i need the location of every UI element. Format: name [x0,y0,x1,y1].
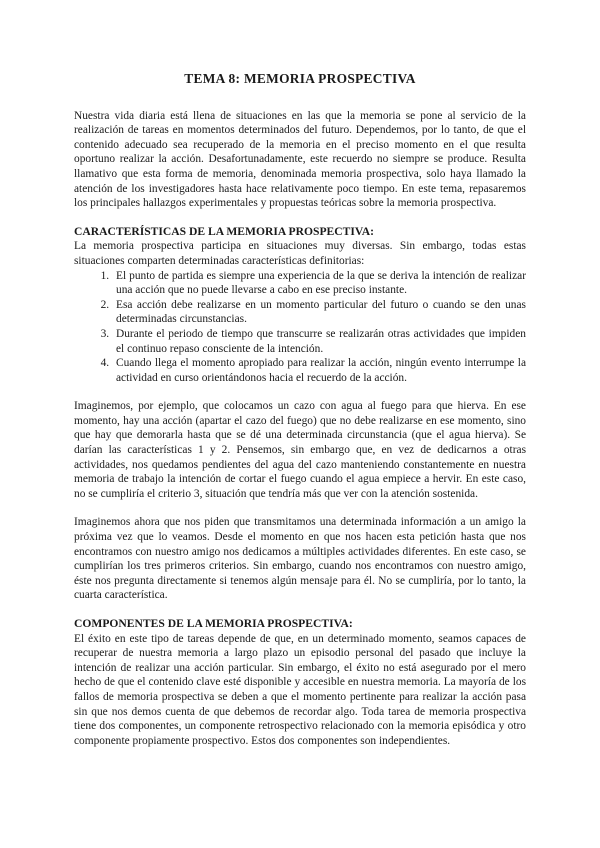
example-paragraph-amigo: Imaginemos ahora que nos piden que transmitamos una determinada información a un amigo la próxima vez que lo veamos. Desde el momento en que nos hacen esta petición hasta que nos encontramos con nuestro amigo nos dedicamos a múltiples actividades diferentes. En este caso, se cumplirían los tres primeros criterios. Sin embargo, cuando nos encontramos con nuestro amigo, éste nos pregunta directamente si tenemos algún mensaje para él. No se cumpliría, por lo tanto, la cuarta característica. [74,516,526,602]
list-item: 1. El punto de partida es siempre una experiencia de la que se deriva la intención de realizar una acción que no puede llevarse a cabo en ese preciso instante. [112,269,526,298]
list-item: 4. Cuando llega el momento apropiado para realizar la acción, ningún evento interrumpe la actividad en curso orientándonos hacia el recuerdo de la acción. [112,356,526,385]
document-page [74,72,526,748]
components-paragraph: El éxito en este tipo de tareas depende de que, en un determinado momento, seamos capaces de recuperar de nuestra memoria a largo plazo un episodio personal del pasado que incluye la intención de realizar una acción particular. Sin embargo, el éxito no está asegurado por el mero hecho de que el contenido clave esté disponible y accesible en nuestra memoria. La mayoría de los fallos de memoria prospectiva se deben a que el momento pertinente para realizar la acción pasa sin que nos demos cuenta de que debemos de recordar algo. Toda tarea de memoria prospectiva tiene dos componentes, un componente retrospectivo relacionado con la memoria episódica y otro componente propiamente prospectivo. Estos dos componentes son independientes. [74,632,526,747]
intro-paragraph: Nuestra vida diaria está llena de situaciones en las que la memoria se pone al servicio de la realización de tareas en momentos determinados del futuro. Dependemos, por lo tanto, de que el contenido adecuado sea recuperado de la memoria en el preciso momento en el que resulta oportuno realizar la acción. Desafortunadamente, este recuerdo no siempre se produce. Resulta llamativo que esta forma de memoria, denominada memoria prospectiva, solo haya llamado la atención de los investigadores hasta hace relativamente poco tiempo. En este tema, repasaremos los principales hallazgos experimentales y propuestas teóricas sobre la memoria prospectiva. [74,109,526,210]
list-item: 2. Esa acción debe realizarse en un momento particular del futuro o cuando se den unas determinadas circunstancias. [112,298,526,327]
page-title: TEMA 8: MEMORIA PROSPECTIVA [184,71,416,86]
characteristics-list [74,269,526,386]
section-heading-characteristics: CARACTERÍSTICAS DE LA MEMORIA PROSPECTIVA: [74,224,374,238]
section-heading-components: COMPONENTES DE LA MEMORIA PROSPECTIVA: [74,617,353,630]
list-item: 3. Durante el periodo de tiempo que transcurre se realizarán otras actividades que impiden el continuo repaso consciente de la intención. [112,327,526,356]
example-paragraph-cazo: Imaginemos, por ejemplo, que colocamos un cazo con agua al fuego para que hierva. En ese momento, hay una acción (apartar el cazo del fuego) que no debe realizarse en ese momento, sino que hay que demorarla hasta que se dé una determinada circunstancia (que el agua hierva). Se darían las características 1 y 2. Pensemos, sin embargo que, en vez de dedicarnos a otras actividades, nos quedamos pendientes del agua del cazo manteniendo constantemente en nuestra memoria de trabajo la intención de cortar el fuego cuando el agua empiece a hervir. En este caso, no se cumpliría el criterio 3, situación que tendría más que ver con la atención sostenida. [74,400,526,500]
characteristics-lead: La memoria prospectiva participa en situaciones muy diversas. Sin embargo, todas estas situaciones comparten determinadas características definitorias: [74,240,526,267]
